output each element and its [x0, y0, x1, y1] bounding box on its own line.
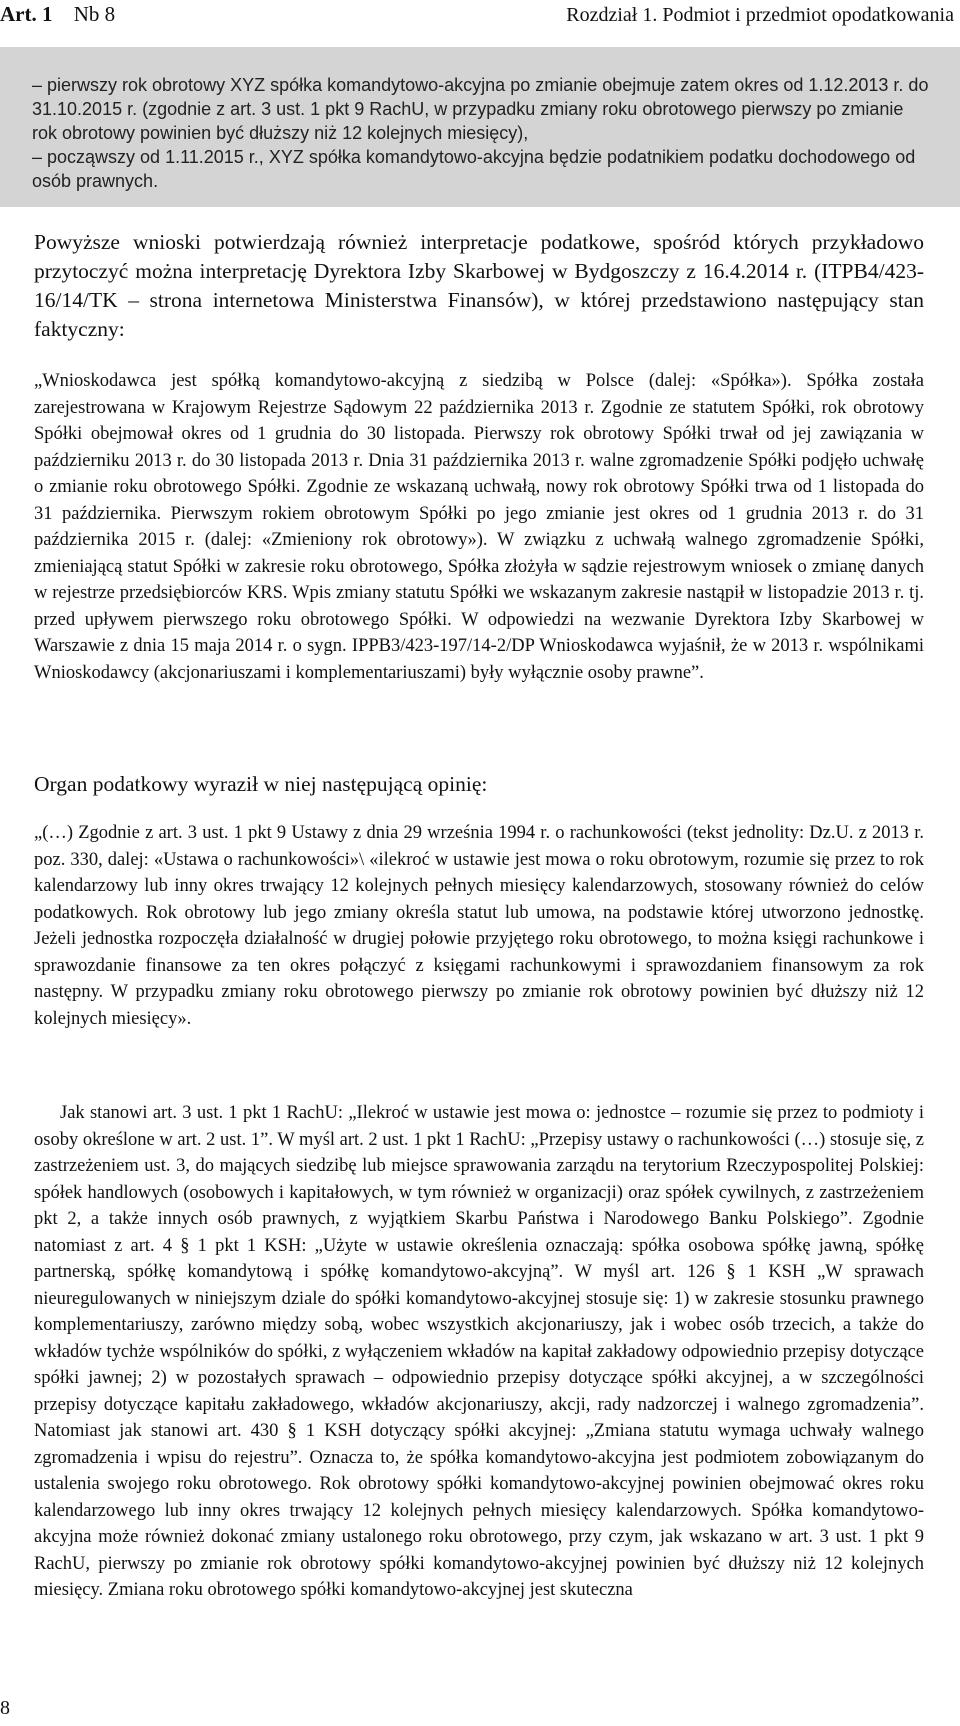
- article-label: Art. 1: [0, 2, 53, 26]
- header-left: [0, 2, 115, 27]
- quoted-opinion-paragraph: „(…) Zgodnie z art. 3 ust. 1 pkt 9 Ustawy z dnia 29 września 1994 r. o rachunkowości (tekst jednolity: Dz.U. z 2013 r. poz. 330, dalej: «Ustawa o rachunkowości»\ «ilekroć w ustawie jest mowa o roku obrotowym, rozumie się przez to rok kalendarzowy lub inny okres trwający 12 kolejnych pełnych miesięcy kalendarzowych, stosowany również do celów podatkowych. Rok obrotowy lub jego zmiany określa statut lub umowa, na podstawie której utworzono jednostkę. Jeżeli jednostka rozpoczęła działalność w drugiej połowie przyjętego roku obrotowego, to można księgi rachunkowe i sprawozdanie finansowe za ten okres połączyć z księgami rachunkowymi i sprawozdaniem finansowym za rok następny. W przypadku zmiany roku obrotowego pierwszy po zmianie rok obrotowy powinien być dłuższy niż 12 kolejnych miesięcy».: [34, 823, 924, 1029]
- shaded-list-item-2: – począwszy od 1.11.2015 r., XYZ spółka komandytowo-akcyjna będzie podatnikiem podatku dochodowego od osób prawnych.: [32, 147, 916, 191]
- page-number: 8: [0, 1697, 10, 1719]
- shaded-list-item-1: – pierwszy rok obrotowy XYZ spółka komandytowo-akcyjna po zmianie obejmuje zatem okres od 1.12.2013 r. do 31.10.2015 r. (zgodnie z art. 3 ust. 1 pkt 9 RachU, w przypadku zmiany roku obrotowego pierwszy po zmianie rok obrotowy powinien być dłuższy niż 12 kolejnych miesięcy),: [32, 75, 929, 143]
- chapter-title: Rozdział 1. Podmiot i przedmiot opodatkowania: [566, 4, 954, 26]
- quoted-facts-paragraph: „Wnioskodawca jest spółką komandytowo-akcyjną z siedzibą w Polsce (dalej: «Spółka»). Spółka została zarejestrowana w Krajowym Rejestrze Sądowym 22 października 2013 r. Zgodnie ze statutem Spółki, rok obrotowy Spółki obejmował okres od 1 grudnia do 30 listopada. Pierwszy rok obrotowy Spółki trwał od jej zawiązania w październiku 2013 r. do 30 listopada 2013 r. Dnia 31 października 2013 r. walne zgromadzenie Spółki podjęło uchwałę o zmianie roku obrotowego Spółki. Zgodnie ze wskazaną uchwałą, nowy rok obrotowy Spółki trwa od 1 listopada do 31 października. Pierwszym rokiem obrotowym Spółki po jego zmianie jest okres od 1 grudnia 2013 r. do 31 października 2015 r. (dalej: «Zmieniony rok obrotowy»). W związku z uchwałą walnego zgromadzenie Spółki, zmieniającą statut Spółki w zakresie roku obrotowego, Spółka złożyła w sądzie rejestrowym wniosek o zmianę danych w rejestrze przedsiębiorców KRS. Wpis zmiany statutu Spółki we wskazanym zakresie nastąpił w listopadzie 2013 r. tj. przed upływem pierwszego roku obrotowego Spółki. W odpowiedzi na wezwanie Dyrektora Izby Skarbowej w Warszawie z dnia 15 maja 2014 r. o sygn. IPPB3/423-197/14-2/DP Wnioskodawca wyjaśnił, że w 2013 r. wspólnikami Wnioskodawcy (akcjonariuszami i komplementariuszami) były wyłącznie osoby prawne”.: [34, 371, 924, 683]
- opinion-heading: Organ podatkowy wyraził w niej następującą opinię:: [34, 772, 488, 796]
- margin-number: Nb 8: [73, 2, 116, 26]
- page-header: [0, 0, 960, 38]
- shaded-example-box: [0, 47, 960, 207]
- quoted-opinion-continuation: Jak stanowi art. 3 ust. 1 pkt 1 RachU: „Ilekroć w ustawie jest mowa o: jednostce – rozumie się przez to podmioty i osoby określone w art. 2 ust. 1”. W myśl art. 2 ust. 1 pkt 1 RachU: „Przepisy ustawy o rachunkowości (…) stosuje się, z zastrzeżeniem ust. 3, do mających siedzibę lub miejsce sprawowania zarządu na terytorium Rzeczypospolitej Polskiej: spółek handlowych (osobowych i kapitałowych, w tym również w organizacji) oraz spółek cywilnych, z zastrzeżeniem pkt 2, a także innych osób prawnych, z wyjątkiem Skarbu Państwa i Narodowego Banku Polskiego”. Zgodnie natomiast z art. 4 § 1 pkt 1 KSH: „Użyte w ustawie określenia oznaczają: spółka osobowa spółkę jawną, spółkę partnerską, spółkę komandytową i spółkę komandytowo-akcyjną”. W myśl art. 126 § 1 KSH „W sprawach nieuregulowanych w niniejszym dziale do spółki komandytowo-akcyjnej stosuje się: 1) w zakresie stosunku prawnego komplementariuszy, zarówno między sobą, wobec wszystkich akcjonariuszy, jak i wobec osób trzecich, a także do wkładów tychże wspólników do spółki, z wyłączeniem wkładów na kapitał zakładowy odpowiednio przepisy dotyczące spółki jawnej; 2) w pozostałych sprawach – odpowiednio przepisy dotyczące spółki akcyjnej, a w szczególności przepisy dotyczące kapitału zakładowego, wkładów akcjonariuszy, akcji, rady nadzorczej i walnego zgromadzenia”. Natomiast jak stanowi art. 430 § 1 KSH dotyczący spółki akcyjnej: „Zmiana statutu wymaga uchwały walnego zgromadzenia i wpisu do rejestru”. Oznacza to, że spółka komandytowo-akcyjna jest podmiotem zobowiązanym do ustalenia swojego roku obrotowego. Rok obrotowy spółki komandytowo-akcyjnej powinien obejmować okres roku kalendarzowego lub inny okres trwający 12 kolejnych pełnych miesięcy kalendarzowych. Spółka komandytowo-akcyjna może również dokonać zmiany ustalonego roku obrotowego, przy czym, jak wskazano w art. 3 ust. 1 pkt 9 RachU, pierwszy po zmianie rok obrotowy spółki komandytowo-akcyjnej powinien być dłuższy niż 12 kolejnych miesięcy. Zmiana roku obrotowego spółki komandytowo-akcyjnej jest skuteczna: [34, 1103, 924, 1600]
- intro-paragraph: Powyższe wnioski potwierdzają również interpretacje podatkowe, spośród których przykładowo przytoczyć można interpretację Dyrektora Izby Skarbowej w Bydgoszczy z 16.4.2014 r. (ITPB4/423-16/14/TK – strona internetowa Ministerstwa Finansów), w której przedstawiono następujący stan faktyczny:: [34, 230, 924, 341]
